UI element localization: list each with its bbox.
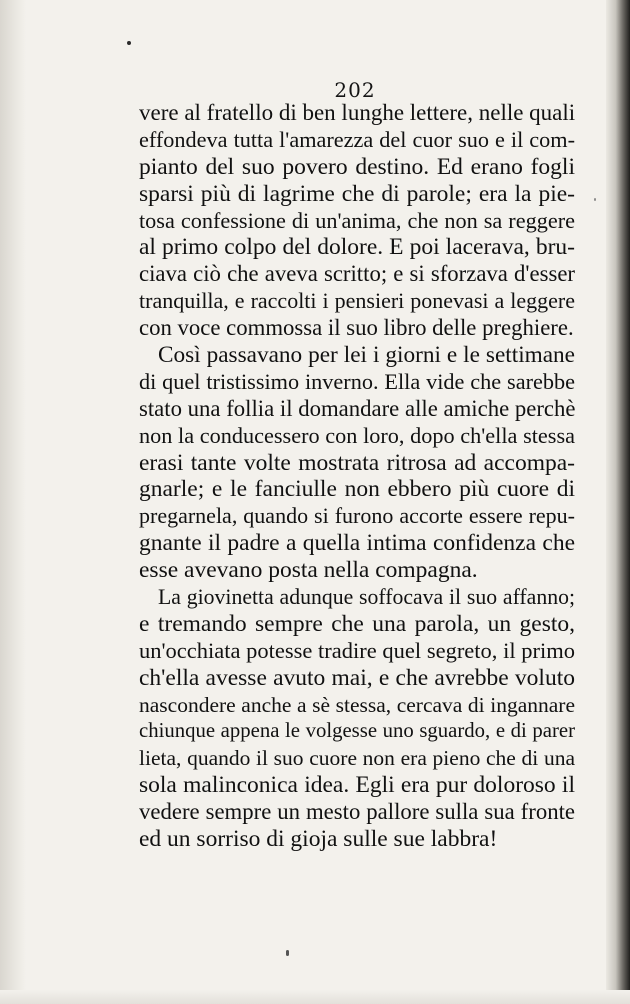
text-line: chiunque appena le volgesse uno sguardo, e di parer — [139, 720, 575, 743]
text-line: sparsi più di lagrime che di parole; era la pie- — [139, 180, 575, 207]
text-line: effondeva tutta l'amarezza del cuor suo e il com- — [139, 126, 575, 152]
text-line: ed un sorriso di gioja sulle sue labbra! — [139, 826, 498, 853]
text-line: vere al fratello di ben lunghe lettere, nelle quali — [139, 100, 576, 125]
text-line: esse avevano posta nella compagna. — [139, 557, 478, 584]
text-line: gnante il padre a quella intima confidenza che — [139, 530, 575, 557]
text-line: ciava ciò che aveva scritto; e si sforzava d'esser — [139, 261, 575, 287]
text-line: sola malinconica idea. Egli era pur doloroso il — [139, 772, 575, 799]
text-line: con voce commossa il suo libro delle preghiere. — [139, 315, 574, 341]
text-line: di quel tristissimo inverno. Ella vide che sarebbe — [139, 368, 575, 394]
text-line: un'occhiata potesse tradire quel segreto, il primo — [139, 637, 575, 663]
text-line: e tremando sempre che una parola, un gesto, — [139, 610, 575, 637]
text-line: Così passavano per lei i giorni e le settimane — [158, 342, 575, 369]
text-line: gnarle; e le fanciulle non ebbero più cuore di — [139, 476, 575, 503]
text-line: pianto del suo povero destino. Ed erano fogli — [139, 153, 575, 180]
text-line: tosa confessione di un'anima, che non sa reggere — [139, 207, 575, 233]
text-line: pregarnela, quando si furono accorte essere repu- — [139, 503, 575, 529]
text-line: tranquilla, e raccolti i pensieri ponevasi a leggere — [139, 288, 575, 314]
page-number: 202 — [334, 78, 376, 102]
text-line: ch'ella avesse avuto mai, e che avrebbe voluto — [139, 664, 575, 691]
body-text — [139, 100, 575, 853]
gutter-shadow — [0, 0, 26, 1004]
page-edge — [606, 0, 630, 1004]
ink-speck — [594, 198, 596, 201]
bottom-shade — [0, 990, 630, 1004]
text-line: nascondere anche a sè stessa, cercava di ingannare — [139, 692, 575, 717]
text-line: lieta, quando il suo cuore non era pieno che di una — [139, 746, 575, 771]
text-line: al primo colpo del dolore. E poi lacerava, bru- — [139, 234, 575, 261]
text-line: stato una follia il domandare alle amiche perchè — [139, 395, 576, 421]
text-line: erasi tante volte mostrata ritrosa ad accompa- — [139, 449, 575, 476]
text-line: non la conducessero con loro, dopo ch'ella stessa — [139, 422, 575, 448]
text-line: vedere sempre un mesto pallore sulla sua fronte — [139, 799, 575, 825]
ink-speck — [127, 41, 131, 45]
text-line: La giovinetta adunque soffocava il suo affanno; — [158, 585, 575, 610]
ink-speck — [286, 950, 289, 956]
